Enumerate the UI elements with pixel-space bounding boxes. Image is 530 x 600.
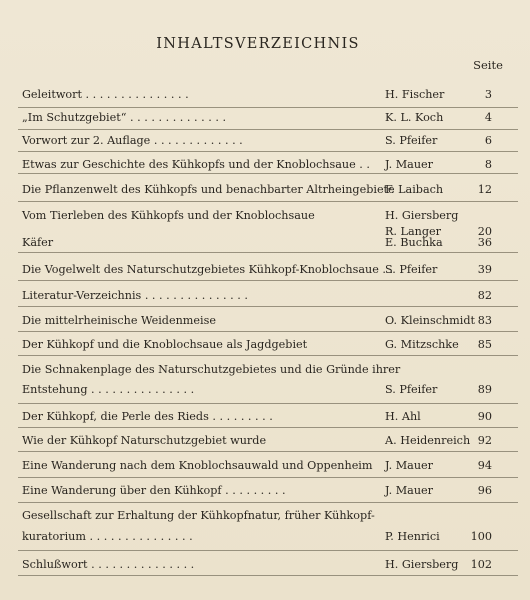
entry-author: F. Laibach <box>385 183 444 196</box>
entry-author: H. Giersberg <box>385 558 459 571</box>
entry-page: 82 <box>477 289 492 302</box>
entry-author: H. Giersberg <box>385 209 459 222</box>
entry-page: 8 <box>484 158 492 171</box>
entry-author: J. Mauer <box>385 484 434 497</box>
entry-title: Die Vogelwelt des Naturschutzgebietes Kühkopf-Knoblochsaue . . <box>22 263 394 276</box>
entry-title: Schlußwort . . . . . . . . . . . . . . . <box>22 558 195 571</box>
entry-author: G. Mitzschke <box>385 338 459 351</box>
toc-entry <box>0 408 530 430</box>
toc-entry <box>0 181 530 203</box>
entry-page: 6 <box>484 134 492 147</box>
toc-entry <box>0 287 530 309</box>
entry-page: 20 <box>477 225 492 238</box>
entry-author: J. Mauer <box>385 158 434 171</box>
toc-entry <box>0 312 530 334</box>
entry-author: S. Pfeifer <box>385 263 438 276</box>
entry-title: Etwas zur Geschichte des Kühkopfs und der Knoblochsaue . . <box>22 158 370 171</box>
entry-author: S. Pfeifer <box>385 134 438 147</box>
entry-title: Gesellschaft zur Erhaltung der Kühkopfnatur, früher Kühkopf- <box>22 509 375 522</box>
entry-page: 94 <box>477 459 492 472</box>
entry-page: 3 <box>484 88 492 101</box>
entry-page: 102 <box>470 558 492 571</box>
entry-title: Der Kühkopf, die Perle des Rieds . . . . . . . . . <box>22 410 273 423</box>
entry-title: Eine Wanderung nach dem Knoblochsauwald und Oppenheim <box>22 459 373 472</box>
entry-title: Vorwort zur 2. Auflage . . . . . . . . . . . . . <box>22 134 243 147</box>
entry-author: H. Fischer <box>385 88 445 101</box>
entry-author: J. Mauer <box>385 459 434 472</box>
entry-title: Wie der Kühkopf Naturschutzgebiet wurde <box>22 434 267 447</box>
entry-title: Literatur-Verzeichnis . . . . . . . . . . . . . . . <box>22 289 248 302</box>
entry-page: 36 <box>477 236 492 249</box>
entry-title: Die Schnakenplage des Naturschutzgebietes und die Gründe ihrer <box>22 363 401 376</box>
entry-author: K. L. Koch <box>385 111 444 124</box>
entry-page: 100 <box>470 530 492 543</box>
toc-entry <box>0 132 530 154</box>
entry-title: Die Pflanzenwelt des Kühkopfs und benachbarter Altrheingebiete <box>22 183 395 196</box>
entry-author: S. Pfeifer <box>385 383 438 396</box>
entry-title: Eine Wanderung über den Kühkopf . . . . . . . . . <box>22 484 286 497</box>
entry-page: 96 <box>477 484 492 497</box>
entry-coauthor: R. Langer <box>385 225 441 238</box>
page-title: INHALTSVERZEICHNIS <box>156 36 360 52</box>
entry-title: „Im Schutzgebiet“ . . . . . . . . . . . . . . <box>22 111 227 124</box>
entry-page: 89 <box>477 383 492 396</box>
entry-title: Vom Tierleben des Kühkopfs und der Knoblochsaue <box>22 209 315 222</box>
entry-page: 39 <box>477 263 492 276</box>
entry-page: 4 <box>484 111 492 124</box>
toc-entry <box>0 432 530 454</box>
toc-entry <box>0 156 530 178</box>
entry-author: A. Heidenreich <box>385 434 471 447</box>
entry-title: Die mittelrheinische Weidenmeise <box>22 314 216 327</box>
entry-title: Geleitwort . . . . . . . . . . . . . . . <box>22 88 189 101</box>
entry-title-continued: Entstehung . . . . . . . . . . . . . . . <box>22 383 195 396</box>
toc-entry <box>0 457 530 479</box>
toc-entry <box>0 261 530 283</box>
entry-title-continued: kuratorium . . . . . . . . . . . . . . . <box>22 530 193 543</box>
entry-author: O. Kleinschmidt <box>385 314 476 327</box>
entry-page: 92 <box>477 434 492 447</box>
toc-entry <box>0 507 530 547</box>
divider <box>18 403 518 404</box>
entry-title: Der Kühkopf und die Knoblochsaue als Jagdgebiet <box>22 338 308 351</box>
page-column-header: Seite <box>473 58 503 72</box>
entry-author: P. Henrici <box>385 530 440 543</box>
toc-entry <box>0 109 530 131</box>
entry-page: 90 <box>477 410 492 423</box>
entry-title: Käfer <box>22 236 54 249</box>
entry-page: 85 <box>477 338 492 351</box>
toc-entry <box>0 482 530 504</box>
entry-author: E. Buchka <box>385 236 443 249</box>
toc-entry <box>0 234 530 256</box>
entry-author: H. Ahl <box>385 410 421 423</box>
toc-entry <box>0 361 530 401</box>
entry-page: 83 <box>477 314 492 327</box>
divider <box>18 550 518 551</box>
toc-entry <box>0 86 530 108</box>
toc-entry <box>0 336 530 358</box>
toc-entry <box>0 556 530 578</box>
entry-page: 12 <box>477 183 492 196</box>
